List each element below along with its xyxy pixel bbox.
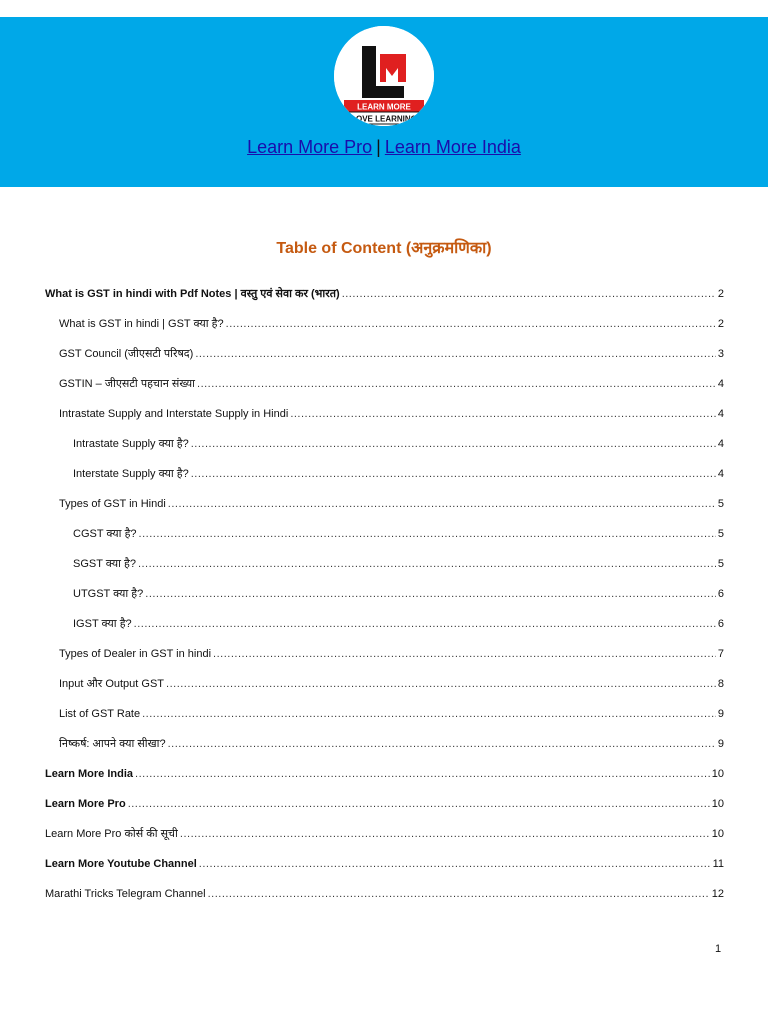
toc-entry-text: Intrastate Supply क्या है?	[73, 438, 189, 450]
toc-entry-page: 5	[717, 558, 724, 570]
toc-entry[interactable]	[45, 584, 724, 604]
toc-entry-page: 10	[711, 798, 724, 810]
toc-title: Table of Content (अनुक्रमणिका)	[276, 240, 492, 257]
svg-text:LEARN MORE: LEARN MORE	[357, 102, 411, 112]
svg-text:LOVE LEARNING: LOVE LEARNING	[351, 114, 417, 124]
toc-entry-page: 2	[717, 318, 724, 330]
toc-entry[interactable]	[45, 674, 724, 694]
toc-entry[interactable]	[45, 794, 724, 814]
toc-entry[interactable]	[45, 374, 724, 394]
page-number: 1	[715, 943, 722, 955]
toc-dot-leader	[195, 344, 716, 364]
toc-entry[interactable]	[45, 854, 724, 874]
toc-dot-leader	[145, 584, 716, 604]
header-banner	[0, 17, 768, 187]
toc-entry-text: GST Council (जीएसटी परिषद)	[59, 348, 194, 360]
toc-dot-leader	[290, 404, 716, 424]
toc-entry-page: 5	[717, 498, 724, 510]
toc-entry-page: 4	[717, 408, 724, 420]
toc-dot-leader	[134, 614, 716, 634]
toc-entry-text: What is GST in hindi | GST क्या है?	[59, 318, 224, 330]
toc-dot-leader	[128, 794, 710, 814]
toc-entry-text: What is GST in hindi with Pdf Notes | वस्तु एवं सेवा कर (भारत)	[45, 288, 340, 300]
toc-entry[interactable]	[45, 434, 724, 454]
toc-dot-leader	[135, 764, 710, 784]
toc-entry[interactable]	[45, 314, 724, 334]
toc-entry[interactable]	[45, 644, 724, 664]
toc-entry[interactable]	[45, 494, 724, 514]
toc-entry-text: Types of Dealer in GST in hindi	[59, 648, 212, 660]
toc-entry-page: 7	[717, 648, 724, 660]
toc-entry-text: निष्कर्ष: आपने क्या सीखा?	[59, 738, 166, 750]
toc-entry[interactable]	[45, 284, 724, 304]
toc-entry-text: Marathi Tricks Telegram Channel	[45, 888, 206, 900]
toc-dot-leader	[208, 884, 710, 904]
toc-dot-leader	[142, 704, 716, 724]
toc-dot-leader	[342, 284, 716, 304]
toc-entry[interactable]	[45, 734, 724, 754]
toc-entry[interactable]	[45, 464, 724, 484]
toc-entry-page: 9	[717, 708, 724, 720]
toc-dot-leader	[213, 644, 716, 664]
learn-more-logo[interactable]	[334, 26, 434, 126]
toc-entry[interactable]	[45, 614, 724, 634]
toc-entry-text: Learn More Youtube Channel	[45, 858, 197, 870]
toc-entry-text: Interstate Supply क्या है?	[73, 468, 189, 480]
toc-entry-page: 9	[717, 738, 724, 750]
toc-entry-text: Types of GST in Hindi	[59, 498, 166, 510]
toc-entry-page: 5	[717, 528, 724, 540]
logo-mark-icon	[334, 26, 434, 126]
toc-entry[interactable]	[45, 764, 724, 784]
toc-entry[interactable]	[45, 344, 724, 364]
toc-entry-text: Learn More India	[45, 768, 134, 780]
link-separator: |	[376, 137, 381, 157]
toc-dot-leader	[197, 374, 716, 394]
toc-entry[interactable]	[45, 704, 724, 724]
toc-entry-text: SGST क्या है?	[73, 558, 136, 570]
toc-entry-page: 10	[711, 828, 724, 840]
toc-entry-page: 3	[717, 348, 724, 360]
header-links	[0, 137, 768, 158]
toc-entry[interactable]	[45, 554, 724, 574]
toc-entry-text: List of GST Rate	[59, 708, 141, 720]
toc-entry-page: 4	[717, 438, 724, 450]
toc-entry-text: UTGST क्या है?	[73, 588, 144, 600]
toc-dot-leader	[191, 464, 716, 484]
toc-entry-page: 4	[717, 468, 724, 480]
toc-dot-leader	[166, 674, 716, 694]
toc-entry-page: 4	[717, 378, 724, 390]
toc-entry-page: 10	[711, 768, 724, 780]
toc-dot-leader	[226, 314, 716, 334]
toc-entry-text: IGST क्या है?	[73, 618, 132, 630]
toc-dot-leader	[168, 494, 716, 514]
toc-entry-page: 12	[711, 888, 724, 900]
toc-entry-text: Learn More Pro कोर्स की सूची	[45, 828, 178, 840]
toc-dot-leader	[191, 434, 716, 454]
toc-entry-page: 11	[712, 858, 724, 870]
toc-dot-leader	[139, 524, 716, 544]
toc-entry-text: GSTIN – जीएसटी पहचान संख्या	[59, 378, 196, 390]
learn-more-pro-link[interactable]: Learn More Pro	[247, 137, 373, 157]
toc-entry[interactable]	[45, 524, 724, 544]
learn-more-india-link[interactable]: Learn More India	[384, 137, 521, 157]
toc-dot-leader	[138, 554, 716, 574]
toc-entry[interactable]	[45, 404, 724, 424]
toc-entry-page: 2	[717, 288, 724, 300]
toc-entry[interactable]	[45, 824, 724, 844]
toc-entry-page: 6	[717, 618, 724, 630]
toc-entry-page: 8	[717, 678, 724, 690]
toc-entry-text: Intrastate Supply and Interstate Supply in Hindi	[59, 408, 289, 420]
toc-dot-leader	[180, 824, 710, 844]
toc-dot-leader	[199, 854, 711, 874]
toc-dot-leader	[168, 734, 716, 754]
toc-entry-text: Input और Output GST	[59, 678, 165, 690]
toc-entry-page: 6	[717, 588, 724, 600]
toc-entry-text: CGST क्या है?	[73, 528, 137, 540]
toc-entry-text: Learn More Pro	[45, 798, 126, 810]
toc-entry[interactable]	[45, 884, 724, 904]
